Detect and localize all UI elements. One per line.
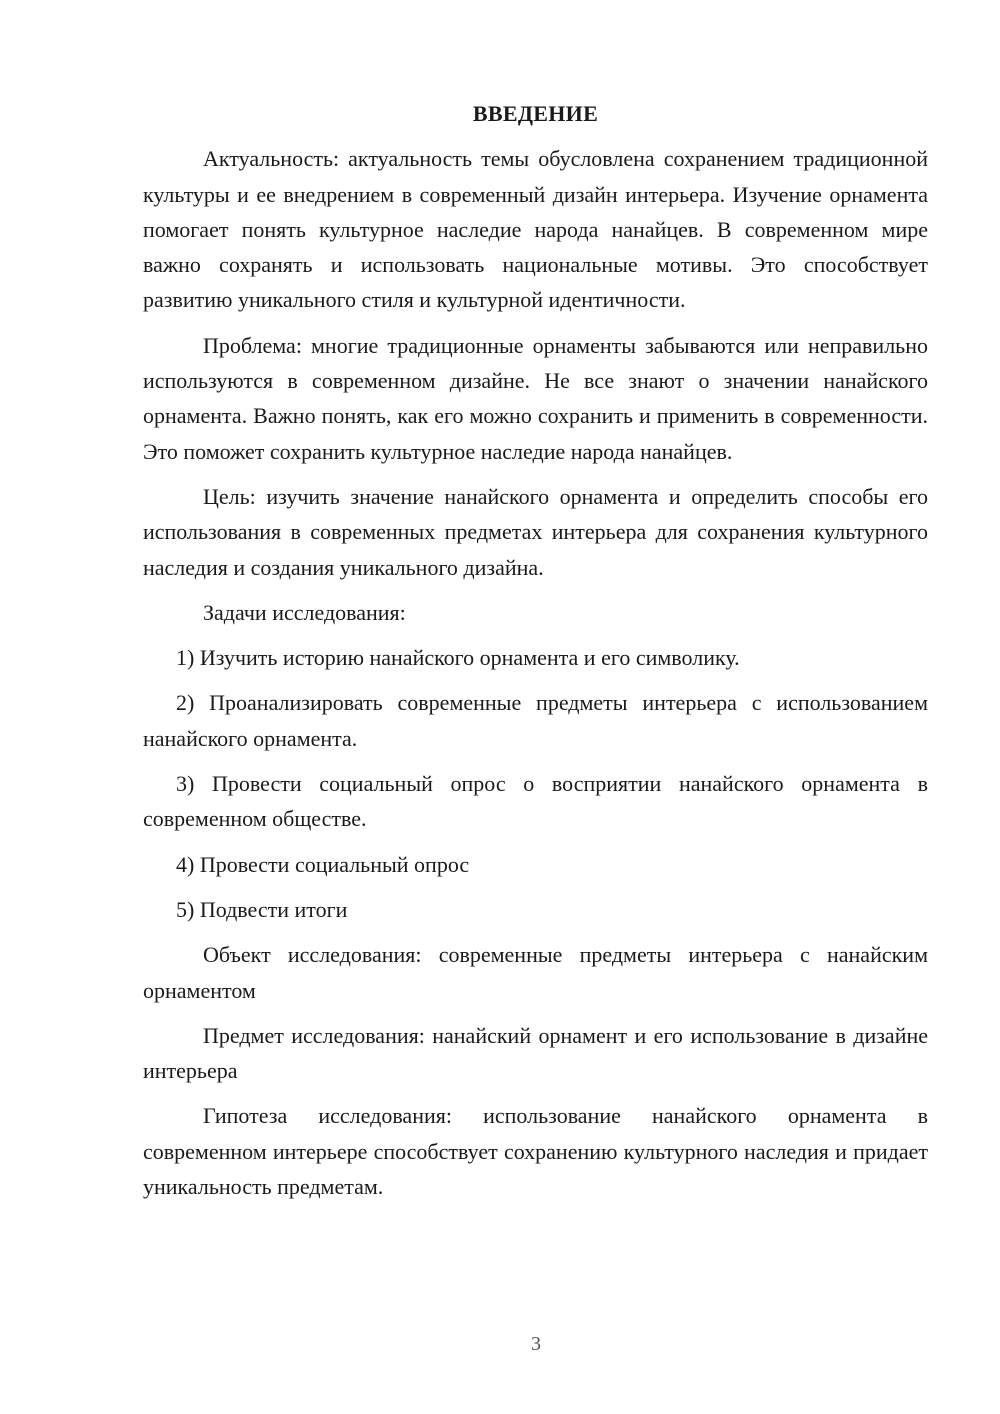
paragraph-object: Объект исследования: современные предметы интерьера с нанайским орнаментом [143,942,928,1003]
page-number: 3 [531,1333,541,1355]
paragraph-goal: Цель: изучить значение нанайского орнамента и определить способы его использования в современных предметах интерьера для сохранения культурного наследия и создания уникального дизайна. [143,483,928,580]
section-heading: ВВЕДЕНИЕ [472,101,599,126]
paragraph-problem: Проблема: многие традиционные орнаменты забываются или неправильно используются в современном дизайне. Не все знают о значении нанайского орнамента. Важно понять, как его можно сохранить и применить в современности. Это поможет сохранить культурное наследие народа нанайцев. [143,332,928,464]
task-item-2: 2) Проанализировать современные предметы интерьера с использованием нанайского орнамента. [143,690,928,751]
paragraph-subject: Предмет исследования: нанайский орнамент и его использование в дизайне интерьера [143,1022,928,1084]
page-content [143,96,928,1214]
tasks-title: Задачи исследования: [203,599,406,625]
paragraph-relevance: Актуальность: актуальность темы обусловлена сохранением традиционной культуры и ее внедрением в современный дизайн интерьера. Изучение орнамента помогает понять культурное наследие народа нанайцев. В современном мире важно сохранять и использовать национальные мотивы. Это способствует развитию уникального стиля и культурной идентичности. [143,146,928,313]
paragraph-hypothesis: Гипотеза исследования: использование нанайского орнамента в современном интерьере способствует сохранению культурного наследия и придает уникальность предметам. [143,1103,928,1200]
task-item-5: 5) Подвести итоги [176,896,348,922]
task-item-3: 3) Провести социальный опрос о восприятии нанайского орнамента в современном обществе. [143,771,928,832]
task-item-4: 4) Провести социальный опрос [176,851,470,877]
task-item-1: 1) Изучить историю нанайского орнамента и его символику. [176,645,740,671]
